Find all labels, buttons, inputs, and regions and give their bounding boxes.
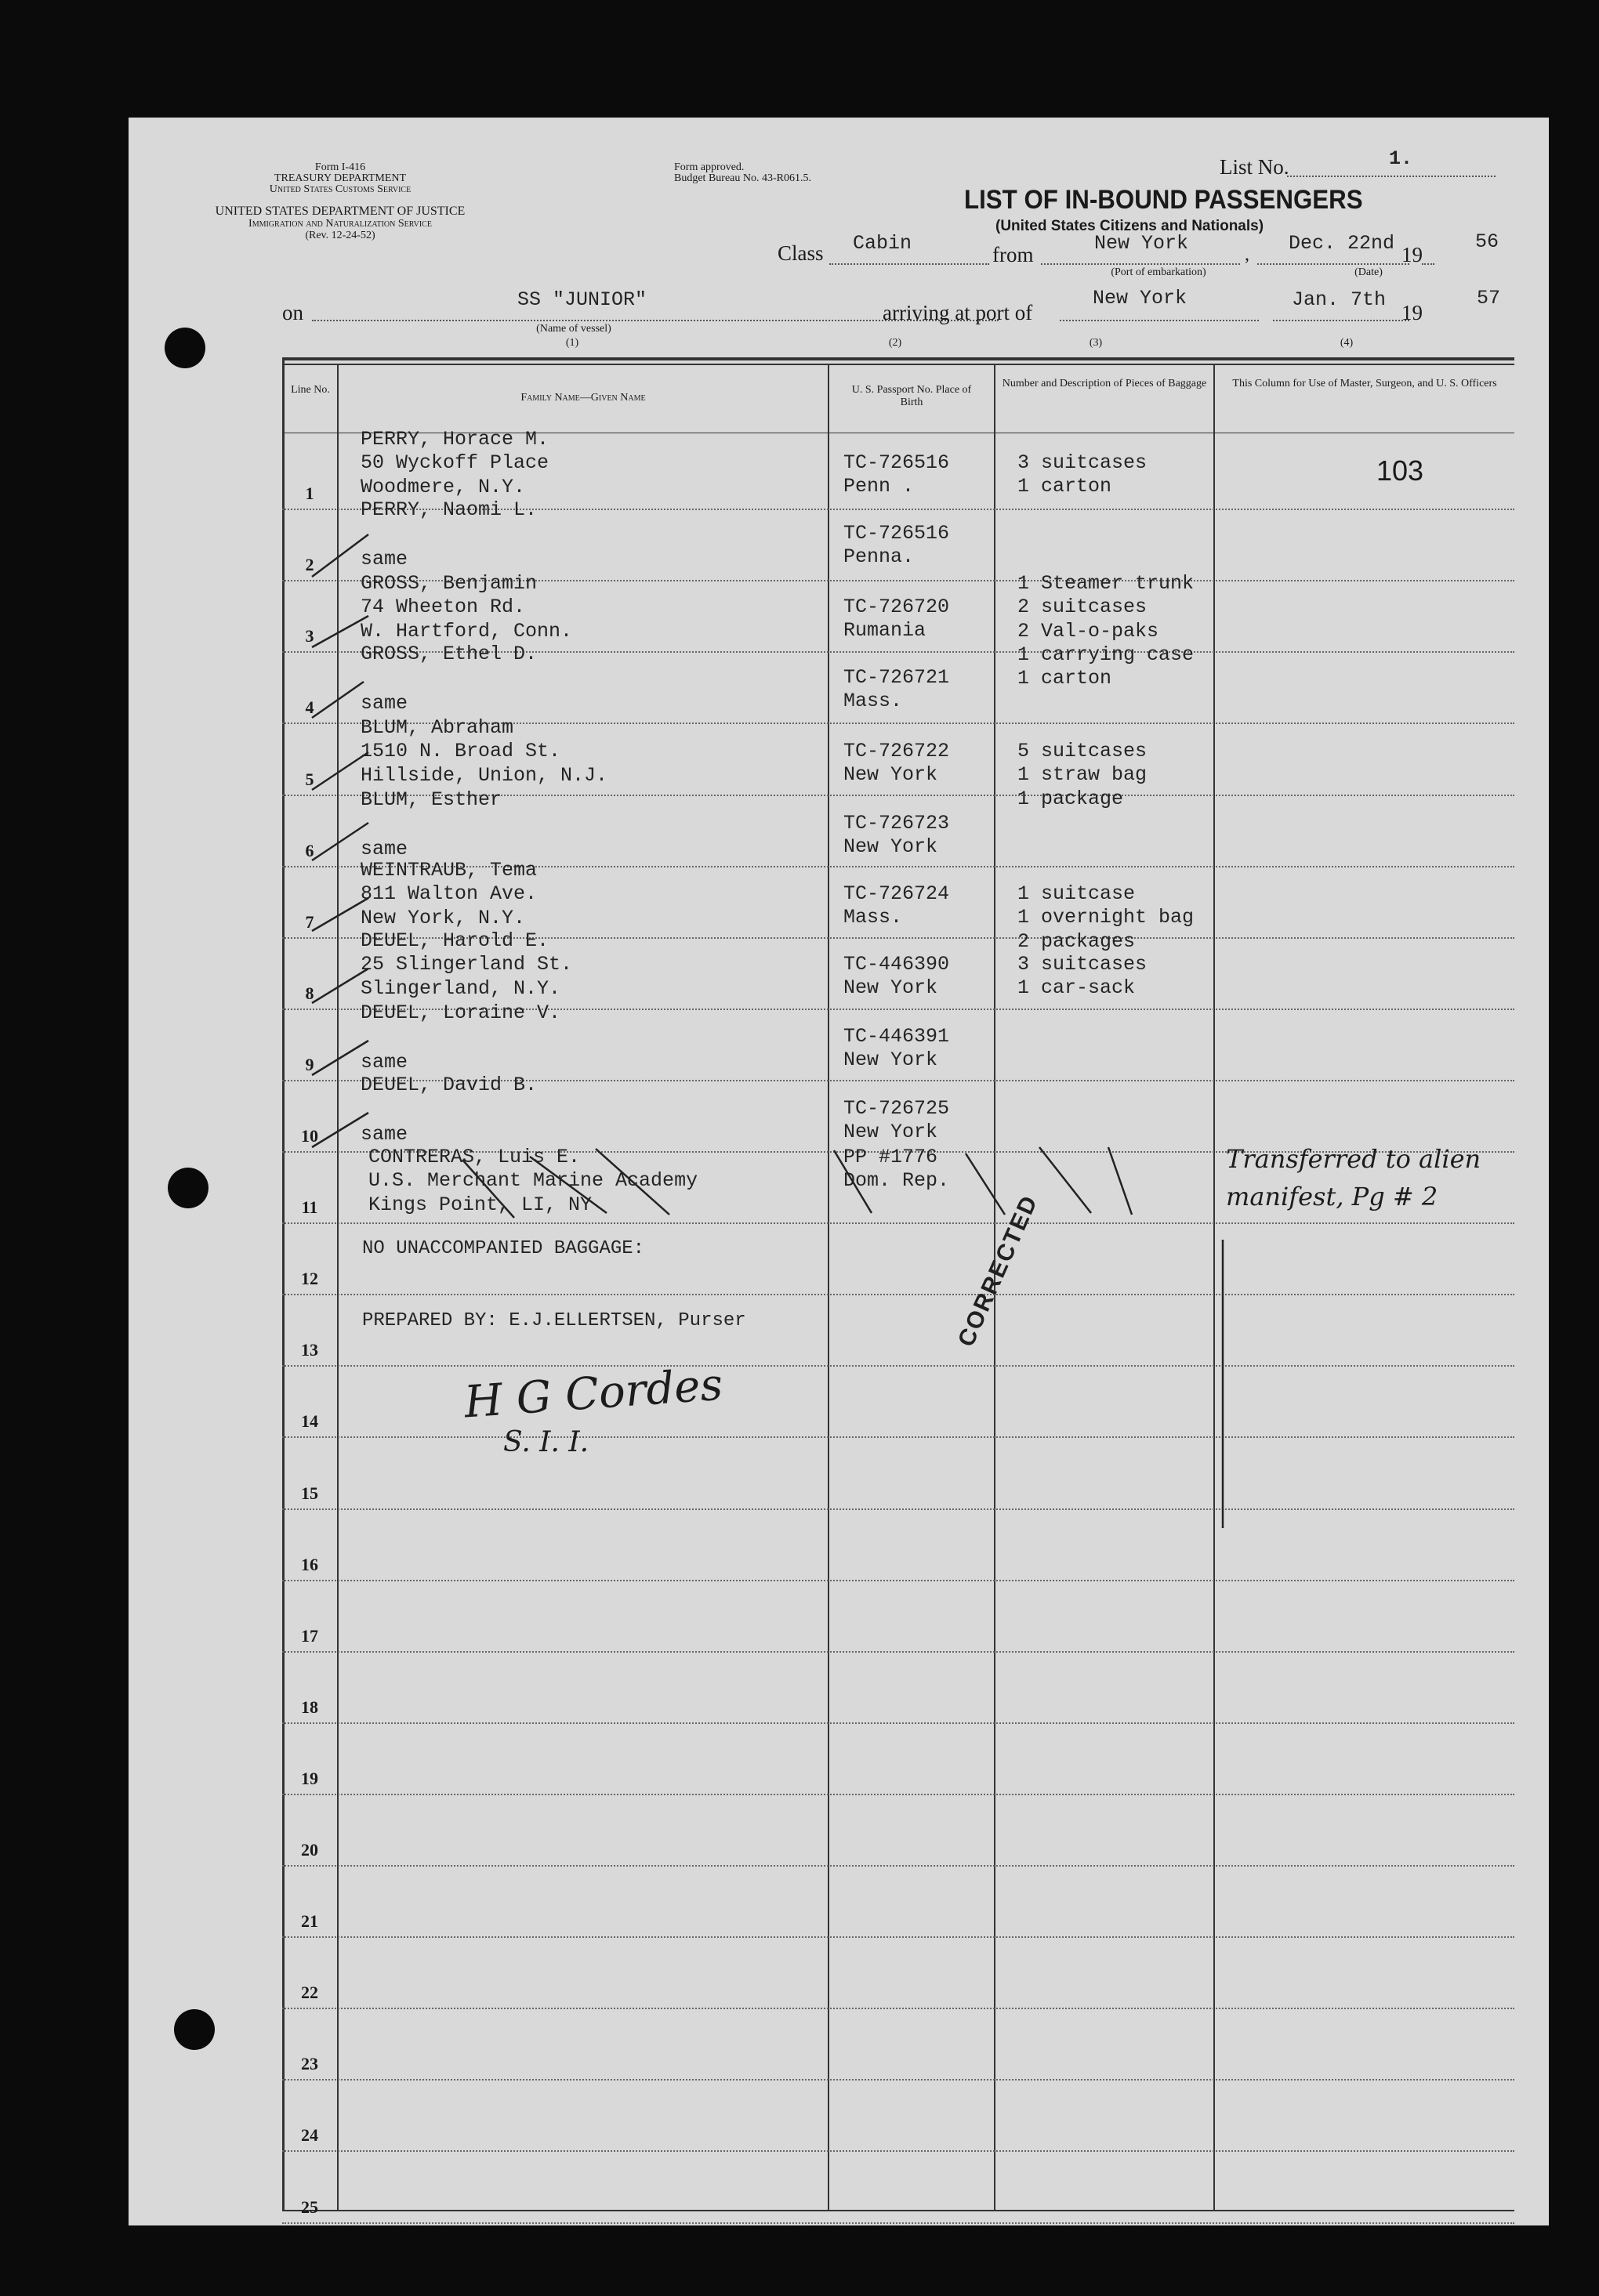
signature: H G Cordes <box>462 1359 725 1429</box>
line-number: 14 <box>301 1411 318 1432</box>
place-of-birth: New York <box>843 835 938 859</box>
list-no-value: 1. <box>1389 147 1413 170</box>
line-number: 7 <box>305 911 314 932</box>
prepared-by: PREPARED BY: E.J.ELLERTSEN, Purser <box>362 1310 746 1331</box>
bracket-9-10 <box>312 1041 368 1075</box>
depart-year: 56 <box>1475 230 1499 253</box>
line-number: 13 <box>301 1340 318 1360</box>
baggage-item: 1 suitcase <box>1017 882 1136 905</box>
manifest-sheet <box>129 118 1549 2225</box>
baggage-item: 1 carrying case <box>1017 643 1195 666</box>
passenger-address: U.S. Merchant Marine Academy <box>368 1169 698 1193</box>
passenger-name: GROSS, Benjamin <box>361 572 538 595</box>
passenger-name: GROSS, Ethel D. <box>361 643 538 665</box>
comma: , <box>1245 244 1249 265</box>
passenger-name: DEUEL, David B. <box>361 1074 538 1096</box>
arriving-label: arriving at port of <box>883 301 1033 324</box>
pen-marks <box>129 118 1549 2225</box>
bracket-5-6b <box>312 823 368 860</box>
place-of-birth: New York <box>843 1121 938 1144</box>
passport-number: TC-726723 <box>843 812 950 835</box>
place-of-birth: New York <box>843 976 938 1000</box>
passport-number: TC-726516 <box>843 451 950 474</box>
place-of-birth: New York <box>843 763 938 787</box>
line-number: 6 <box>305 840 314 860</box>
treasury-label: TREASURY DEPARTMENT <box>274 172 407 184</box>
class-label: Class <box>778 241 824 265</box>
passport-number: PP #1776 <box>843 1146 938 1168</box>
passenger-name: WEINTRAUB, Tema <box>361 859 538 882</box>
col-num-1: (1) <box>565 337 579 349</box>
transferred-note-2: manifest, Pg # 2 <box>1226 1182 1438 1211</box>
punch-hole-middle <box>168 1168 208 1208</box>
customs-label: United States Customs Service <box>269 183 412 195</box>
passenger-address: 25 Slingerland St. <box>361 953 573 976</box>
place-of-birth: Penna. <box>843 545 915 569</box>
place-of-birth: Penn . <box>843 475 915 498</box>
baggage-item: 1 straw bag <box>1017 763 1148 787</box>
line-number: 17 <box>301 1625 318 1646</box>
place-of-birth: Dom. Rep. <box>843 1169 950 1193</box>
list-no-label: List No. <box>1220 155 1289 179</box>
passenger-address-same: same <box>361 691 408 715</box>
line-number: 9 <box>305 1054 314 1074</box>
vessel-caption: (Name of vessel) <box>536 323 611 335</box>
strike-passport <box>834 1150 872 1213</box>
passenger-address: 50 Wyckoff Place <box>361 451 549 475</box>
baggage-item: 5 suitcases <box>1017 740 1148 762</box>
line-number: 1 <box>305 483 314 504</box>
line-number: 11 <box>301 1197 318 1218</box>
passenger-address: Kings Point, LI, NY <box>368 1193 593 1216</box>
passenger-address: W. Hartford, Conn. <box>361 619 573 643</box>
strike-name-1 <box>596 1149 669 1215</box>
line-number: 2 <box>305 555 314 575</box>
passenger-address: Woodmere, N.Y. <box>361 475 526 498</box>
corrected-stamp: CORRECTED <box>953 1190 1043 1351</box>
passenger-name: BLUM, Esther <box>361 788 502 811</box>
class-value: Cabin <box>853 232 912 255</box>
bracket-5-6 <box>312 752 368 790</box>
from-label: from <box>992 243 1034 266</box>
strike-baggage-2 <box>1039 1147 1091 1213</box>
header-officers: This Column for Use of Master, Surgeon, and U. S. Officers <box>1232 378 1497 389</box>
line-number: 16 <box>301 1554 318 1574</box>
bracket-3-4 <box>312 616 368 647</box>
line-number: 23 <box>301 2054 318 2074</box>
line-number: 10 <box>301 1126 318 1146</box>
place-of-birth: New York <box>843 1048 938 1072</box>
form-number: Form I-416 <box>314 161 366 173</box>
baggage-item: 2 Val-o-paks <box>1017 619 1159 643</box>
line-number: 12 <box>301 1269 318 1289</box>
bracket-3-4b <box>312 682 364 718</box>
punch-hole-top <box>165 328 205 368</box>
line-number: 3 <box>305 626 314 646</box>
baggage-item: 1 Steamer trunk <box>1017 572 1195 595</box>
baggage-item: 2 suitcases <box>1017 596 1148 619</box>
passenger-address-same: same <box>361 547 408 570</box>
line-number: 25 <box>301 2196 318 2217</box>
rev-label: (Rev. 12-24-52) <box>305 230 375 241</box>
header-name: Family Name—Given Name <box>520 392 646 404</box>
from-value: New York <box>1094 232 1189 255</box>
line-number: 15 <box>301 1483 318 1503</box>
depart-year-prefix: 19 <box>1401 243 1423 266</box>
baggage-item: 1 carton <box>1017 475 1112 498</box>
on-label: on <box>282 301 303 324</box>
strike-baggage-3 <box>1108 1147 1132 1215</box>
date-caption: (Date) <box>1354 266 1383 278</box>
place-of-birth: Mass. <box>843 906 903 929</box>
arrival-port: New York <box>1093 287 1187 310</box>
arrival-year-prefix: 19 <box>1401 301 1423 324</box>
justice-label: UNITED STATES DEPARTMENT OF JUSTICE <box>215 205 466 218</box>
passenger-address: Slingerland, N.Y. <box>361 976 561 1000</box>
passenger-name: PERRY, Horace M. <box>361 428 549 451</box>
ins-label: Immigration and Naturalization Service <box>248 218 432 230</box>
budget-bureau: Budget Bureau No. 43-R061.5. <box>674 172 811 184</box>
passport-number: TC-726724 <box>843 882 950 905</box>
col-num-2: (2) <box>888 337 902 349</box>
strike-name-3 <box>462 1160 514 1218</box>
port-embark-caption: (Port of embarkation) <box>1111 266 1206 278</box>
strike-baggage-1 <box>966 1153 1005 1215</box>
bracket-7-8b <box>312 969 368 1003</box>
officer-note: 103 <box>1376 454 1424 487</box>
passenger-address-same: same <box>361 1050 408 1074</box>
line-number: 5 <box>305 769 314 789</box>
passenger-address: Hillside, Union, N.J. <box>361 763 608 787</box>
passport-number: TC-726722 <box>843 740 950 762</box>
passport-number: TC-726516 <box>843 522 950 545</box>
passport-number: TC-446390 <box>843 953 950 976</box>
passenger-address-same: same <box>361 1122 408 1146</box>
baggage-item: 1 overnight bag <box>1017 906 1195 929</box>
arrival-year: 57 <box>1477 287 1501 310</box>
bracket-9-10b <box>312 1113 368 1147</box>
baggage-item: 2 packages <box>1017 929 1136 953</box>
baggage-item: 1 car-sack <box>1017 976 1136 1000</box>
passenger-name: BLUM, Abraham <box>361 716 514 739</box>
bracket-1-2 <box>312 534 368 577</box>
arrival-date: Jan. 7th <box>1292 288 1387 311</box>
line-number: 20 <box>301 1840 318 1860</box>
passenger-name: DEUEL, Harold E. <box>361 929 549 952</box>
col-num-3: (3) <box>1089 337 1103 349</box>
passport-number: TC-446391 <box>843 1025 950 1048</box>
bracket-7-8 <box>312 898 368 931</box>
header-baggage: Number and Description of Pieces of Baggage <box>1002 378 1207 389</box>
line-number: 24 <box>301 2125 318 2146</box>
line-number: 21 <box>301 1911 318 1932</box>
passport-number: TC-726721 <box>843 666 950 689</box>
passport-number: TC-726720 <box>843 596 950 618</box>
line-number: 19 <box>301 1768 318 1788</box>
signature-initials: S. I. I. <box>503 1426 589 1458</box>
line-number: 18 <box>301 1697 318 1717</box>
depart-date: Dec. 22nd <box>1289 232 1395 255</box>
place-of-birth: Rumania <box>843 619 926 643</box>
form-subtitle: (United States Citizens and Nationals) <box>995 218 1264 234</box>
form-title: LIST OF IN-BOUND PASSENGERS <box>964 185 1363 215</box>
passenger-address: 811 Walton Ave. <box>361 882 538 906</box>
baggage-item: 1 carton <box>1017 667 1112 690</box>
unaccompanied-note: NO UNACCOMPANIED BAGGAGE: <box>362 1238 645 1259</box>
form-approved: Form approved. <box>674 161 745 173</box>
strike-name-2 <box>530 1157 607 1213</box>
header-passport: U. S. Passport No. Place of Birth <box>851 384 972 408</box>
passenger-address: 1510 N. Broad St. <box>361 740 561 763</box>
baggage-item: 3 suitcases <box>1017 451 1148 474</box>
header-line-no: Line No. <box>291 384 330 396</box>
passenger-name: DEUEL, Loraine V. <box>361 1001 561 1024</box>
line-number: 4 <box>305 697 314 718</box>
vessel-name: SS "JUNIOR" <box>517 288 647 311</box>
transferred-note-1: Transferred to alien <box>1226 1144 1481 1174</box>
line-number: 8 <box>305 983 314 1003</box>
passport-number: TC-726725 <box>843 1097 950 1120</box>
place-of-birth: Mass. <box>843 690 903 713</box>
col-num-4: (4) <box>1340 337 1354 349</box>
line-number: 22 <box>301 1983 318 2003</box>
passenger-name: PERRY, Naomi L. <box>361 498 538 521</box>
punch-hole-bottom <box>174 2009 215 2050</box>
baggage-item: 1 package <box>1017 787 1124 810</box>
passenger-name: CONTRERAS, Luis E. <box>368 1146 581 1168</box>
passenger-address: New York, N.Y. <box>361 906 526 929</box>
passenger-address-same: same <box>361 837 408 860</box>
baggage-item: 3 suitcases <box>1017 953 1148 976</box>
passenger-address: 74 Wheeton Rd. <box>361 596 526 619</box>
